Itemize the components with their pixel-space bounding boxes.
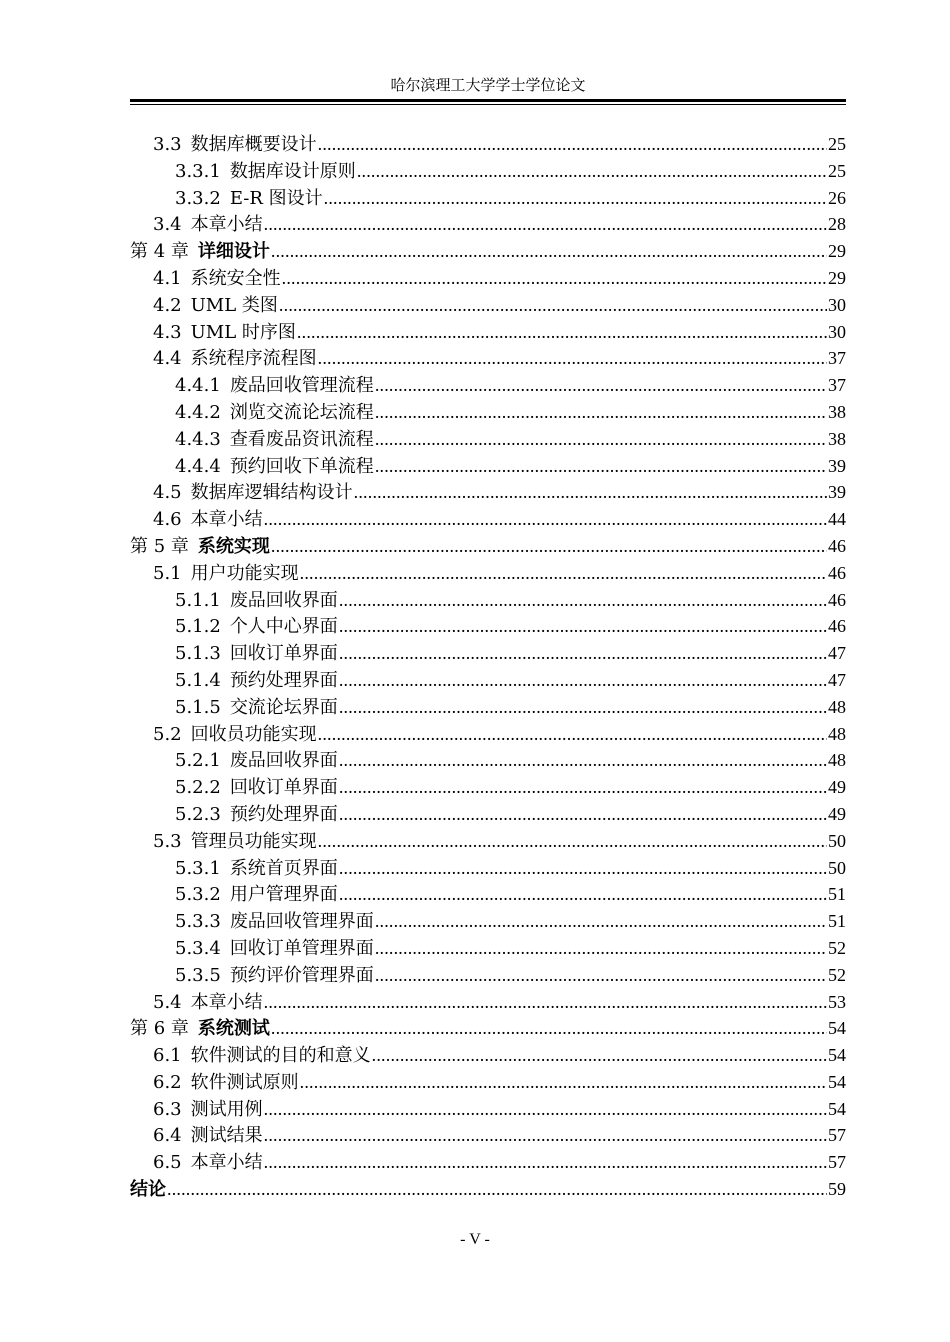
toc-entry-number: 5.3.3 xyxy=(175,911,221,933)
toc-entry-title: 系统实现 xyxy=(197,535,270,557)
toc-entry-number: 5.2 xyxy=(153,723,182,745)
toc-entry[interactable] xyxy=(130,640,846,667)
toc-entry-page: 39 xyxy=(828,455,846,476)
toc-dot-leader xyxy=(339,587,827,614)
toc-entry-page: 49 xyxy=(828,777,846,798)
toc-entry[interactable] xyxy=(130,131,846,158)
toc-dot-leader xyxy=(264,989,827,1016)
toc-dot-leader xyxy=(375,962,827,989)
toc-entry-title: 回收订单界面 xyxy=(229,643,338,665)
toc-entry-number: 5.1.3 xyxy=(175,643,221,665)
toc-dot-leader xyxy=(375,399,827,426)
toc-entry-number: 4.6 xyxy=(153,509,182,531)
toc-dot-leader xyxy=(375,908,827,935)
toc-entry[interactable] xyxy=(130,801,846,828)
toc-entry-page: 59 xyxy=(828,1179,846,1200)
toc-dot-leader xyxy=(375,426,827,453)
toc-entry-page: 54 xyxy=(828,1071,846,1092)
toc-dot-leader xyxy=(264,1096,827,1123)
toc-dot-leader xyxy=(354,479,827,506)
toc-entry[interactable] xyxy=(130,908,846,935)
toc-dot-leader xyxy=(300,560,827,587)
toc-entry[interactable] xyxy=(130,533,846,560)
toc-entry[interactable] xyxy=(130,855,846,882)
toc-entry-number: 6.2 xyxy=(153,1071,182,1093)
toc-dot-leader xyxy=(375,453,827,480)
toc-dot-leader xyxy=(339,640,827,667)
toc-entry-number: 4.4.4 xyxy=(175,455,221,477)
toc-dot-leader xyxy=(339,881,827,908)
toc-entry-title: 详细设计 xyxy=(197,241,270,263)
toc-entry[interactable] xyxy=(130,211,846,238)
toc-entry[interactable] xyxy=(130,1015,846,1042)
toc-entry[interactable] xyxy=(130,158,846,185)
toc-entry-number: 5.3.2 xyxy=(175,884,221,906)
toc-entry[interactable] xyxy=(130,721,846,748)
toc-entry-number: 4.3 xyxy=(153,321,182,343)
toc-dot-leader xyxy=(167,1176,827,1203)
toc-entry-title: 测试用例 xyxy=(190,1098,263,1120)
toc-entry[interactable] xyxy=(130,1042,846,1069)
toc-dot-leader xyxy=(297,319,827,346)
toc-entry-number: 6.3 xyxy=(153,1098,182,1120)
toc-entry-number: 5.3.5 xyxy=(175,964,221,986)
toc-entry[interactable] xyxy=(130,694,846,721)
toc-entry[interactable] xyxy=(130,453,846,480)
toc-entry-page: 52 xyxy=(828,964,846,985)
table-of-contents xyxy=(130,131,846,1203)
toc-entry[interactable] xyxy=(130,479,846,506)
toc-dot-leader xyxy=(264,1149,827,1176)
toc-entry-title: 管理员功能实现 xyxy=(190,830,317,852)
toc-entry-page: 25 xyxy=(828,134,846,154)
toc-entry-number: 6.4 xyxy=(153,1125,182,1147)
toc-entry-page: 54 xyxy=(828,1045,846,1066)
toc-entry-title: 交流论坛界面 xyxy=(229,696,338,718)
toc-entry-number: 4.4.2 xyxy=(175,401,221,423)
toc-entry-title: 预约回收下单流程 xyxy=(229,455,374,477)
toc-entry-title: 废品回收界面 xyxy=(229,589,338,611)
toc-dot-leader xyxy=(339,855,827,882)
toc-entry-page: 46 xyxy=(828,562,846,583)
toc-entry-number: 4.4 xyxy=(153,348,182,370)
toc-entry-page: 54 xyxy=(828,1098,846,1119)
toc-entry[interactable] xyxy=(130,667,846,694)
toc-entry-number: 第 4 章 xyxy=(130,241,189,263)
toc-entry-title: 系统程序流程图 xyxy=(190,348,317,370)
toc-dot-leader xyxy=(282,265,827,292)
toc-entry-number: 4.1 xyxy=(153,267,182,289)
toc-entry[interactable] xyxy=(130,1149,846,1176)
toc-entry[interactable] xyxy=(130,238,846,265)
toc-entry-page: 51 xyxy=(828,911,846,932)
toc-dot-leader xyxy=(375,935,827,962)
toc-entry[interactable] xyxy=(130,372,846,399)
toc-entry[interactable] xyxy=(130,1096,846,1123)
toc-entry[interactable] xyxy=(130,399,846,426)
toc-dot-leader xyxy=(264,506,827,533)
toc-entry[interactable] xyxy=(130,881,846,908)
toc-entry-title: UML 时序图 xyxy=(190,321,296,343)
toc-dot-leader xyxy=(318,721,827,748)
toc-entry-title: 废品回收管理流程 xyxy=(229,375,374,397)
toc-entry-number: 第 5 章 xyxy=(130,535,189,557)
toc-entry-number: 5.3 xyxy=(153,830,182,852)
toc-dot-leader xyxy=(264,1122,827,1149)
toc-entry[interactable] xyxy=(130,774,846,801)
toc-entry-page: 46 xyxy=(828,535,846,556)
toc-entry-title: 用户功能实现 xyxy=(190,562,299,584)
toc-entry-title: 个人中心界面 xyxy=(229,616,338,638)
toc-entry-number: 5.4 xyxy=(153,991,182,1013)
toc-entry-number: 5.1 xyxy=(153,562,182,584)
toc-entry[interactable] xyxy=(130,506,846,533)
toc-entry-title: E-R 图设计 xyxy=(229,187,323,209)
toc-dot-leader xyxy=(279,292,827,319)
toc-dot-leader xyxy=(357,158,827,185)
toc-entry-title: 数据库逻辑结构设计 xyxy=(190,482,353,504)
toc-entry-title: 测试结果 xyxy=(190,1125,263,1147)
toc-entry-page: 29 xyxy=(828,267,846,288)
toc-entry-title: 用户管理界面 xyxy=(229,884,338,906)
toc-entry-number: 5.2.1 xyxy=(175,750,221,772)
toc-entry-title: 废品回收管理界面 xyxy=(229,911,374,933)
toc-entry-page: 25 xyxy=(828,160,846,181)
toc-entry-title: UML 类图 xyxy=(190,294,278,316)
toc-entry-number: 5.3.4 xyxy=(175,937,221,959)
toc-entry-number: 5.1.2 xyxy=(175,616,221,638)
toc-entry-title: 回收订单管理界面 xyxy=(229,937,374,959)
toc-entry-page: 26 xyxy=(828,187,846,208)
toc-entry-title: 数据库设计原则 xyxy=(229,160,356,182)
toc-entry-number: 4.4.3 xyxy=(175,428,221,450)
toc-entry-number: 3.3.2 xyxy=(175,187,221,209)
header-rule-thin xyxy=(130,104,846,105)
toc-entry-page: 48 xyxy=(828,723,846,744)
toc-entry-page: 46 xyxy=(828,589,846,610)
toc-entry[interactable] xyxy=(130,747,846,774)
toc-entry-title: 浏览交流论坛流程 xyxy=(229,401,374,423)
toc-entry[interactable] xyxy=(130,828,846,855)
page-number-footer: - V - xyxy=(460,1231,490,1248)
toc-entry-page: 28 xyxy=(828,214,846,235)
toc-entry-page: 44 xyxy=(828,509,846,530)
toc-entry[interactable] xyxy=(130,345,846,372)
toc-entry-title: 本章小结 xyxy=(190,991,263,1013)
toc-entry-number: 5.1.1 xyxy=(175,589,221,611)
toc-entry-page: 38 xyxy=(828,428,846,449)
toc-entry-title: 结论 xyxy=(130,1179,166,1201)
toc-dot-leader xyxy=(372,1042,827,1069)
toc-entry[interactable] xyxy=(130,1069,846,1096)
toc-entry-title: 预约处理界面 xyxy=(229,669,338,691)
toc-dot-leader xyxy=(339,667,827,694)
toc-entry-title: 预约评价管理界面 xyxy=(229,964,374,986)
toc-entry[interactable] xyxy=(130,1176,846,1203)
toc-entry-page: 46 xyxy=(828,616,846,637)
toc-entry-title: 软件测试原则 xyxy=(190,1071,299,1093)
toc-dot-leader xyxy=(318,131,827,158)
toc-dot-leader xyxy=(339,694,827,721)
toc-entry-title: 本章小结 xyxy=(190,1152,263,1174)
toc-entry-title: 回收订单界面 xyxy=(229,777,338,799)
toc-dot-leader xyxy=(271,533,827,560)
toc-entry-page: 53 xyxy=(828,991,846,1012)
toc-entry-title: 数据库概要设计 xyxy=(190,134,317,155)
toc-entry-title: 本章小结 xyxy=(190,214,263,236)
toc-entry-number: 4.4.1 xyxy=(175,375,221,397)
toc-entry[interactable] xyxy=(130,265,846,292)
toc-entry-page: 51 xyxy=(828,884,846,905)
toc-entry-number: 3.3.1 xyxy=(175,160,221,182)
toc-dot-leader xyxy=(324,185,827,212)
toc-entry-title: 回收员功能实现 xyxy=(190,723,317,745)
toc-dot-leader xyxy=(375,372,827,399)
toc-entry-title: 系统首页界面 xyxy=(229,857,338,879)
toc-entry-page: 30 xyxy=(828,294,846,315)
toc-entry-number: 3.3 xyxy=(153,134,182,155)
toc-entry[interactable] xyxy=(130,560,846,587)
toc-entry-page: 30 xyxy=(828,321,846,342)
toc-entry-number: 5.1.4 xyxy=(175,669,221,691)
toc-entry-number: 第 6 章 xyxy=(130,1018,189,1040)
toc-entry-page: 48 xyxy=(828,696,846,717)
toc-dot-leader xyxy=(339,613,827,640)
toc-dot-leader xyxy=(264,211,827,238)
toc-entry-page: 50 xyxy=(828,857,846,878)
toc-entry-number: 4.5 xyxy=(153,482,182,504)
toc-dot-leader xyxy=(339,747,827,774)
toc-entry-page: 37 xyxy=(828,348,846,369)
toc-entry[interactable] xyxy=(130,426,846,453)
toc-entry-page: 57 xyxy=(828,1125,846,1146)
page-header-title: 哈尔滨理工大学学士学位论文 xyxy=(390,76,586,94)
toc-entry-number: 6.5 xyxy=(153,1152,182,1174)
toc-entry[interactable] xyxy=(130,185,846,212)
toc-entry-title: 预约处理界面 xyxy=(229,803,338,825)
toc-entry[interactable] xyxy=(130,962,846,989)
toc-entry-page: 37 xyxy=(828,375,846,396)
toc-entry-page: 57 xyxy=(828,1152,846,1173)
toc-dot-leader xyxy=(339,774,827,801)
toc-entry-title: 软件测试的目的和意义 xyxy=(190,1045,371,1067)
toc-entry-title: 系统测试 xyxy=(197,1018,270,1040)
toc-entry-page: 47 xyxy=(828,643,846,664)
toc-entry-number: 4.2 xyxy=(153,294,182,316)
toc-entry[interactable] xyxy=(130,319,846,346)
toc-dot-leader xyxy=(339,801,827,828)
toc-entry[interactable] xyxy=(130,587,846,614)
toc-entry-page: 48 xyxy=(828,750,846,771)
toc-entry-page: 39 xyxy=(828,482,846,503)
toc-entry-number: 3.4 xyxy=(153,214,182,236)
toc-entry-page: 54 xyxy=(828,1018,846,1039)
toc-dot-leader xyxy=(318,345,827,372)
toc-entry-page: 49 xyxy=(828,803,846,824)
toc-entry-page: 52 xyxy=(828,937,846,958)
toc-entry-title: 系统安全性 xyxy=(190,267,281,289)
toc-entry-number: 5.2.3 xyxy=(175,803,221,825)
toc-entry-number: 5.2.2 xyxy=(175,777,221,799)
toc-entry[interactable] xyxy=(130,613,846,640)
header-rule-thick xyxy=(130,99,846,102)
toc-entry[interactable] xyxy=(130,1122,846,1149)
toc-entry-page: 50 xyxy=(828,830,846,851)
toc-dot-leader xyxy=(271,238,827,265)
toc-entry-title: 废品回收界面 xyxy=(229,750,338,772)
toc-entry-page: 38 xyxy=(828,401,846,422)
toc-entry[interactable] xyxy=(130,292,846,319)
toc-entry-page: 47 xyxy=(828,669,846,690)
toc-dot-leader xyxy=(300,1069,827,1096)
toc-entry[interactable] xyxy=(130,935,846,962)
toc-entry-number: 6.1 xyxy=(153,1045,182,1067)
toc-dot-leader xyxy=(271,1015,827,1042)
toc-entry-number: 5.1.5 xyxy=(175,696,221,718)
toc-entry-page: 29 xyxy=(828,241,846,262)
toc-dot-leader xyxy=(318,828,827,855)
toc-entry[interactable] xyxy=(130,989,846,1016)
toc-entry-number: 5.3.1 xyxy=(175,857,221,879)
toc-entry-title: 查看废品资讯流程 xyxy=(229,428,374,450)
toc-entry-title: 本章小结 xyxy=(190,509,263,531)
